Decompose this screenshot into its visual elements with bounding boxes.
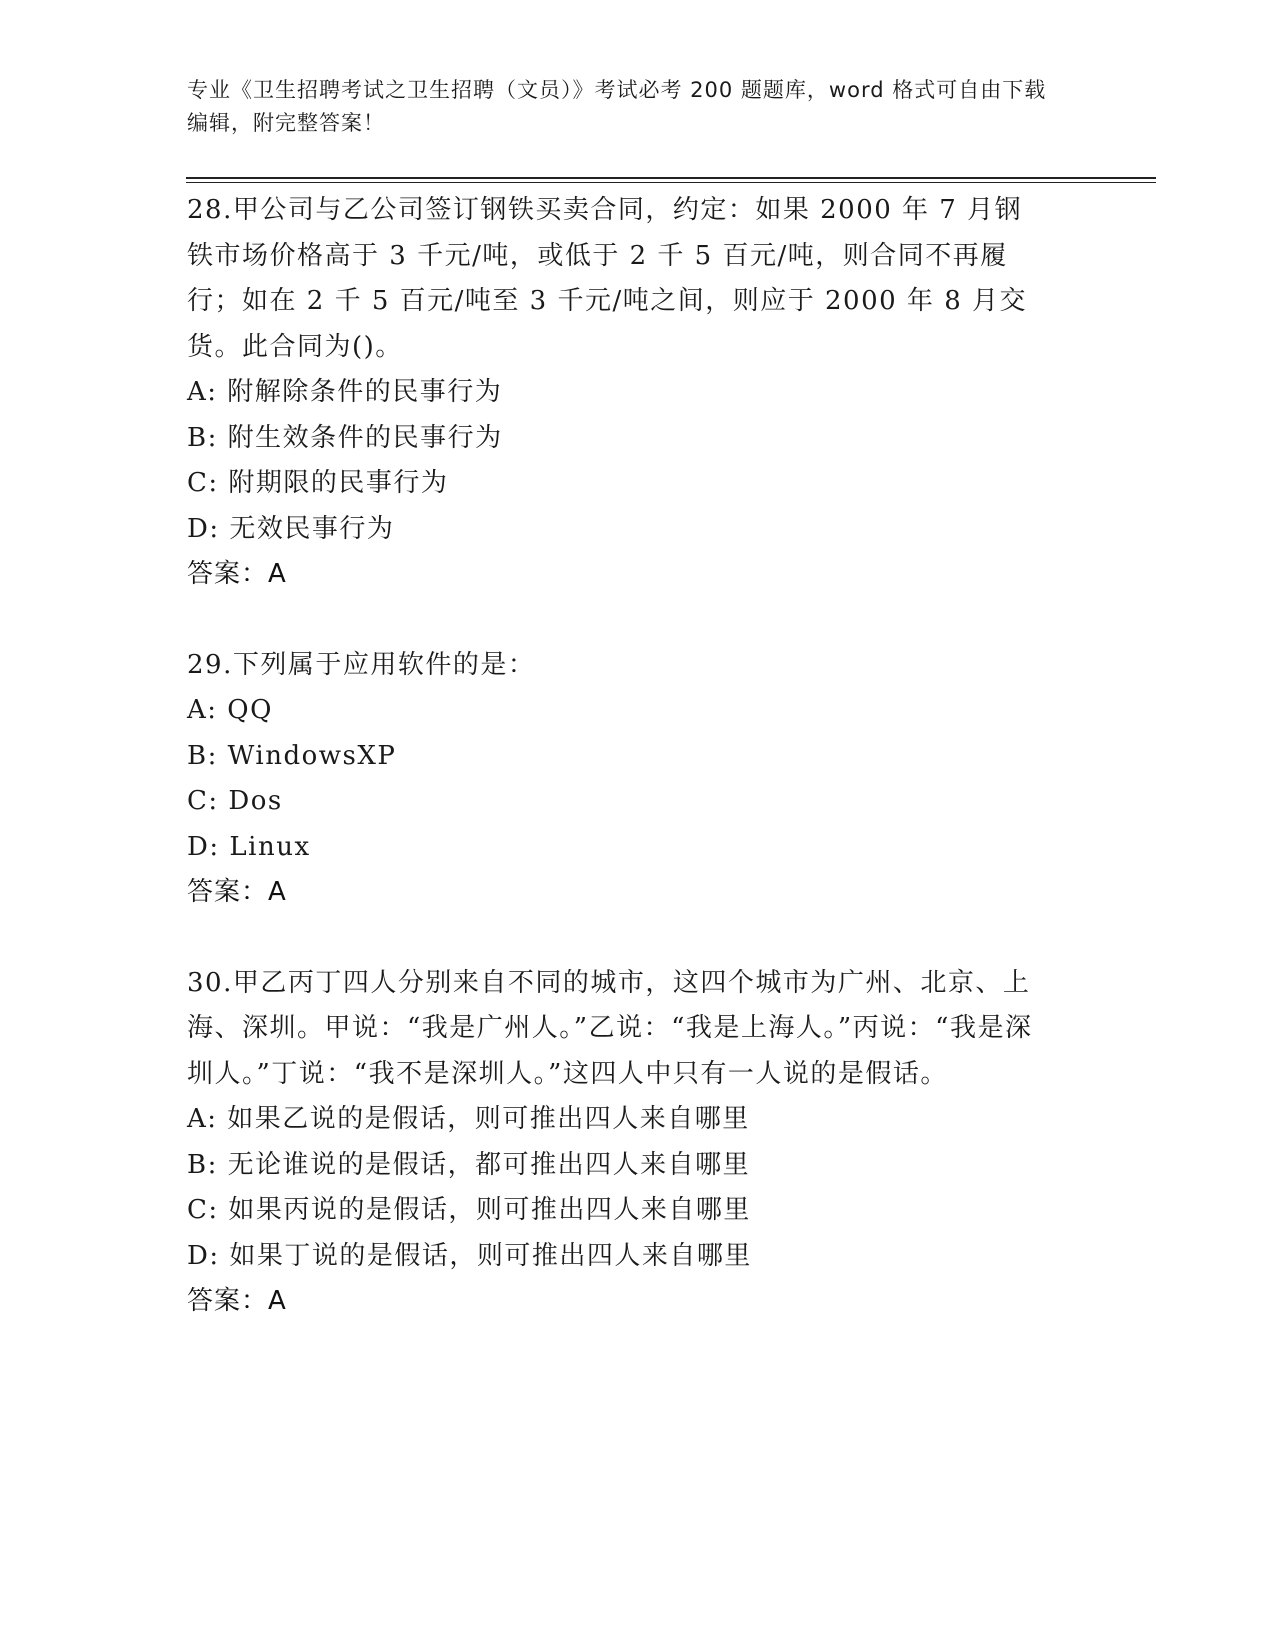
answer-label: 答案：A: [187, 559, 287, 589]
option-c: C: Dos: [187, 786, 283, 816]
option-d: D: 无效民事行为: [187, 513, 395, 544]
question-28: [187, 188, 1087, 598]
document-header: 专业《卫生招聘考试之卫生招聘（文员）》考试必考 200 题题库，word 格式可自由下载编辑，附完整答案！: [187, 78, 1047, 135]
option-b: B: 无论谁说的是假话，都可推出四人来自哪里: [187, 1149, 751, 1180]
question-30: [187, 961, 1087, 1325]
header-rule-thin: [186, 182, 1156, 183]
question-stem: 29.下列属于应用软件的是：: [187, 649, 536, 680]
option-a: A: 附解除条件的民事行为: [187, 377, 503, 407]
header-rule-thick: [186, 177, 1156, 179]
answer-label: 答案：A: [187, 1286, 287, 1316]
option-c: C: 如果丙说的是假话，则可推出四人来自哪里: [187, 1195, 751, 1225]
question-stem: 30.甲乙丙丁四人分别来自不同的城市，这四个城市为广州、北京、上海、深圳。甲说：“我是广州人。”乙说：“我是上海人。”丙说：“我是深圳人。”丁说：“我不是深圳人。”这四人中只有一人说的是假话。: [187, 967, 1033, 1089]
option-c: C: 附期限的民事行为: [187, 468, 449, 498]
question-29: [187, 643, 1087, 916]
question-stem: 28.甲公司与乙公司签订钢铁买卖合同，约定：如果 2000 年 7 月钢铁市场价格高于 3 千元/吨，或低于 2 千 5 百元/吨，则合同不再履行；如在 2 千 5 百元/吨至 3 千元/吨之间，则应于 2000 年 8 月交货。此合同为()。: [187, 195, 1028, 362]
option-d: D: 如果丁说的是假话，则可推出四人来自哪里: [187, 1240, 752, 1271]
answer-label: 答案：A: [187, 877, 287, 907]
option-d: D: Linux: [187, 831, 311, 862]
option-b: B: 附生效条件的民事行为: [187, 422, 503, 453]
question-list: [187, 188, 1087, 1370]
option-a: A: QQ: [187, 695, 273, 725]
option-b: B: WindowsXP: [187, 740, 397, 771]
option-a: A: 如果乙说的是假话，则可推出四人来自哪里: [187, 1104, 750, 1134]
